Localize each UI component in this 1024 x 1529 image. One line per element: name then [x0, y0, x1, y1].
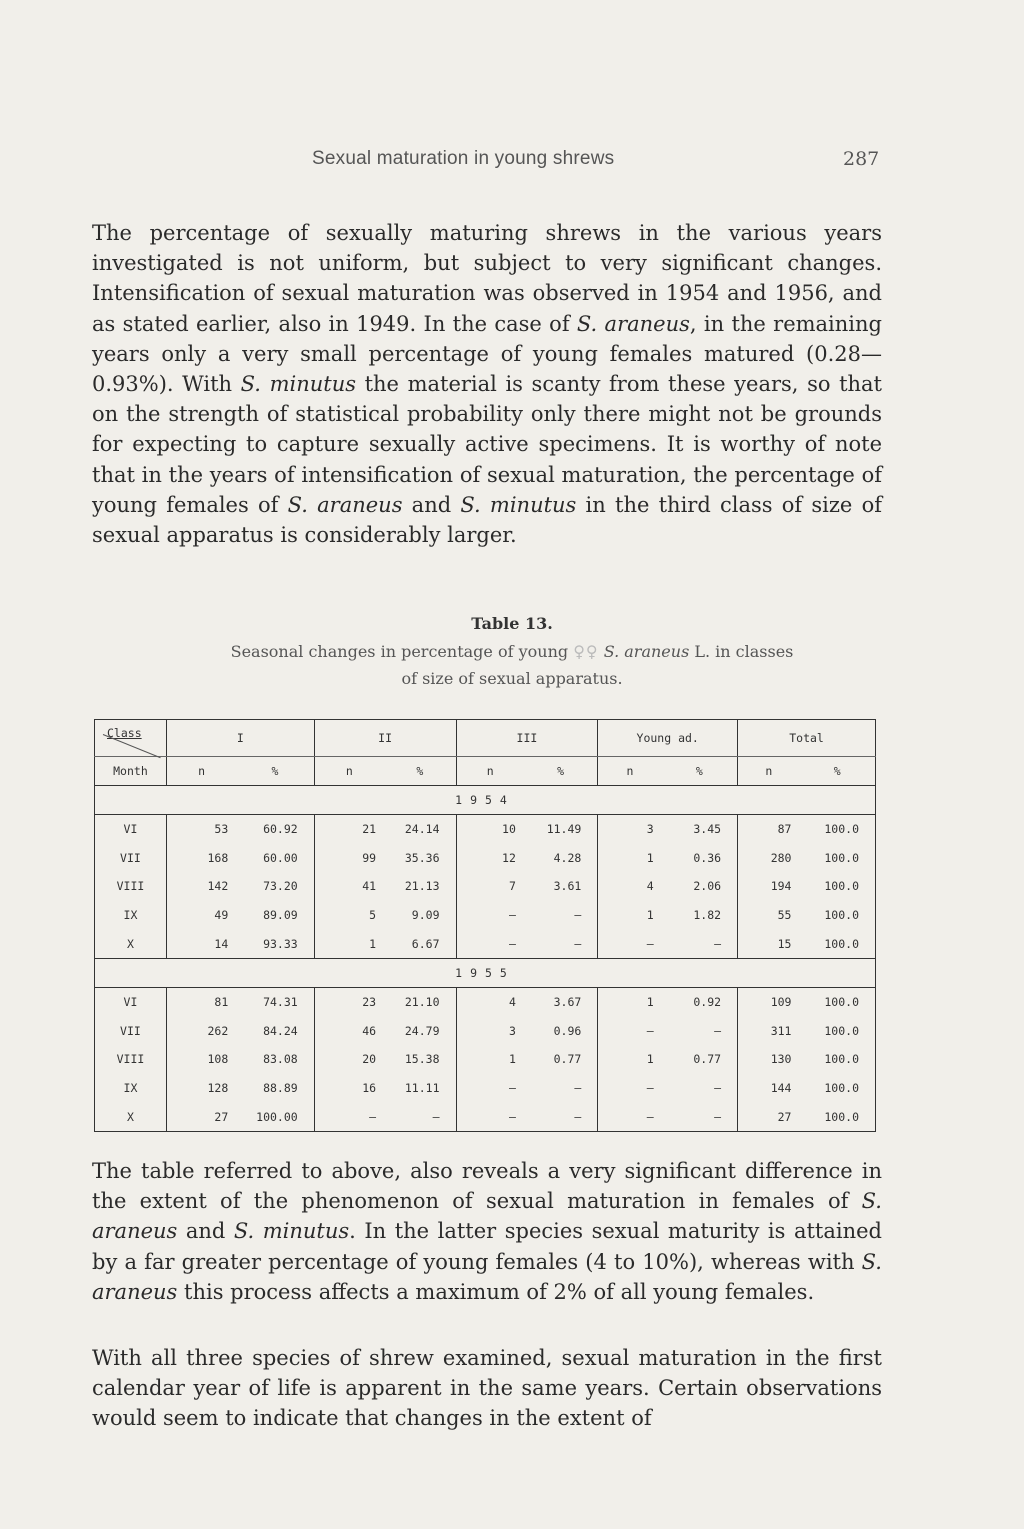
sub-n: n [598, 757, 662, 786]
sub-pct: % [384, 757, 456, 786]
table-title: Table 13. [471, 614, 553, 633]
count-cell: 7 [508, 879, 516, 894]
count-cell: 87 [777, 822, 792, 837]
percent-cell: 15.38 [384, 1045, 456, 1074]
percent-cell: 1.82 [662, 901, 738, 930]
table-row [95, 1074, 876, 1103]
percent-cell: 2.06 [662, 872, 738, 901]
sub-pct: % [799, 757, 875, 786]
count-cell: – [598, 1102, 662, 1131]
percent-cell: – [662, 1074, 738, 1103]
count-cell: 27 [166, 1102, 236, 1131]
month-cell: VI [95, 815, 167, 844]
count-cell: 1 [314, 929, 384, 958]
table-row [95, 1102, 876, 1131]
table-row [95, 1017, 876, 1046]
corner-month-label: Month [95, 757, 167, 786]
count-cell: – [646, 1081, 654, 1096]
month-cell: VIII [95, 1045, 167, 1074]
sub-n: n [456, 757, 524, 786]
month-cell: VI [95, 987, 167, 1016]
count-cell: 4 [508, 995, 516, 1010]
count-cell: 4 [646, 879, 654, 894]
count-cell: 1 [508, 1052, 516, 1067]
percent-cell: 6.67 [384, 929, 456, 958]
count-cell: 16 [362, 1081, 377, 1096]
count-cell: 144 [770, 1081, 792, 1096]
paragraph-2 [92, 1156, 882, 1307]
count-cell: 10 [502, 822, 516, 837]
caption-species: S. araneus [603, 642, 690, 661]
table-caption-line-1 [0, 642, 1024, 661]
percent-cell: 100.0 [799, 1017, 875, 1046]
table-row [95, 929, 876, 958]
percent-cell: – [524, 1074, 598, 1103]
percent-cell: 0.77 [524, 1045, 598, 1074]
count-cell: 15 [738, 929, 800, 958]
table-row [95, 815, 876, 844]
percent-cell: – [524, 929, 598, 958]
year-row [95, 958, 876, 987]
table-row [95, 872, 876, 901]
month-cell: IX [95, 1074, 167, 1103]
count-cell: 55 [777, 908, 792, 923]
text-run: , in the remaining years only a very small percentage of young females matured (0.28—0.93%). With [92, 311, 882, 397]
sub-pct: % [524, 757, 598, 786]
percent-cell: 21.10 [384, 987, 456, 1016]
text-run: . In the latter species sexual maturity is attained by a far greater percentage of young females (4 to 10%), whereas with [92, 1219, 882, 1274]
table-row [95, 844, 876, 873]
text-run: and [177, 1219, 234, 1244]
species-name: S. araneus [287, 492, 403, 517]
count-cell: 23 [362, 995, 377, 1010]
running-title: Sexual maturation in young shrews [312, 148, 615, 169]
species-name: S. minutus [233, 1219, 350, 1244]
count-cell: 1 [646, 995, 654, 1010]
page-number: 287 [843, 148, 880, 170]
count-cell: 168 [207, 850, 229, 865]
text-run: With all three species of shrew examined, sexual maturation in the first calendar year of life is apparent in the same years. Certain observations would seem to indicate that changes in the extent of [92, 1346, 882, 1431]
caption-text: Seasonal changes in percentage of young [230, 642, 569, 661]
percent-cell: 100.0 [799, 872, 875, 901]
corner-class-label: Class [107, 726, 142, 740]
count-cell: 280 [770, 850, 792, 865]
percent-cell: 74.31 [236, 987, 314, 1016]
percent-cell: 89.09 [236, 901, 314, 930]
table-header-row [95, 720, 876, 757]
count-cell: 1 [646, 908, 654, 923]
percent-cell: 60.92 [236, 815, 314, 844]
count-cell: 262 [207, 1023, 229, 1038]
percent-cell: – [662, 1102, 738, 1131]
count-cell: 130 [770, 1052, 792, 1067]
count-cell: 194 [770, 879, 792, 894]
sub-n: n [314, 757, 384, 786]
percent-cell: 83.08 [236, 1045, 314, 1074]
percent-cell: 24.14 [384, 815, 456, 844]
percent-cell: 3.61 [524, 872, 598, 901]
count-cell: – [314, 1102, 384, 1131]
sub-n: n [166, 757, 236, 786]
count-cell: 128 [207, 1081, 229, 1096]
count-cell: 46 [362, 1023, 377, 1038]
count-cell: 1 [646, 850, 654, 865]
count-cell: – [456, 929, 524, 958]
year-row [95, 786, 876, 815]
paragraph-3 [92, 1343, 882, 1434]
percent-cell: 100.0 [799, 1045, 875, 1074]
count-cell: 27 [738, 1102, 800, 1131]
percent-cell: 11.11 [384, 1074, 456, 1103]
species-name: S. araneus [92, 1189, 882, 1244]
species-name: S. araneus [576, 311, 690, 336]
count-cell: – [456, 1102, 524, 1131]
text-run: in the third class of size of sexual apparatus is considerably larger. [92, 492, 882, 548]
class-header-I: I [166, 720, 314, 757]
corner-cell [95, 720, 167, 757]
percent-cell: 100.0 [799, 1102, 875, 1131]
data-table [94, 719, 876, 1132]
month-cell: IX [95, 901, 167, 930]
count-cell: 311 [770, 1023, 792, 1038]
table-caption-line-2: of size of sexual apparatus. [401, 669, 623, 688]
count-cell: 1 [646, 1052, 654, 1067]
female-symbol: ♀♀ [573, 642, 599, 661]
count-cell: 3 [646, 822, 654, 837]
class-header-total: Total [738, 720, 876, 757]
month-cell: VII [95, 1017, 167, 1046]
caption-text-after: L. in classes [689, 642, 794, 661]
percent-cell: 3.45 [662, 815, 738, 844]
count-cell: 108 [207, 1052, 229, 1067]
count-cell: 12 [502, 850, 516, 865]
species-name: S. minutus [460, 492, 577, 517]
month-cell: VIII [95, 872, 167, 901]
count-cell: 41 [362, 879, 377, 894]
count-cell: 14 [166, 929, 236, 958]
percent-cell: 100.0 [799, 987, 875, 1016]
text-run: The table referred to above, also reveals a very significant difference in the extent of the phenomenon of sexual maturation in females of [92, 1159, 882, 1214]
count-cell: 99 [362, 850, 377, 865]
percent-cell: 93.33 [236, 929, 314, 958]
percent-cell: – [662, 929, 738, 958]
percent-cell: 100.0 [799, 1074, 875, 1103]
count-cell: – [508, 1081, 516, 1096]
table-row [95, 1045, 876, 1074]
class-header-III: III [456, 720, 598, 757]
percent-cell: 100.0 [799, 844, 875, 873]
count-cell: – [598, 929, 662, 958]
percent-cell: – [384, 1102, 456, 1131]
percent-cell: – [524, 1102, 598, 1131]
count-cell: 21 [362, 822, 377, 837]
species-name: S. minutus [240, 372, 356, 397]
text-run: the material is scanty from these years, so that on the strength of statistical probability only there might not be grounds for expecting to capture sexually active specimens. It is worthy of note that in the years of intensification of sexual maturation, the percentage of young females of [92, 372, 882, 517]
running-head [0, 148, 1024, 178]
percent-cell: 88.89 [236, 1074, 314, 1103]
percent-cell: 84.24 [236, 1017, 314, 1046]
percent-cell: 100.0 [799, 815, 875, 844]
count-cell: 3 [508, 1023, 516, 1038]
text-run: The percentage of sexually maturing shrews in the various years investigated is not uniform, but subject to very significant changes. Intensification of sexual maturation was observed in 1954 and 1956, and as stated earlier, also in 1949. In the case of [92, 221, 882, 336]
percent-cell: 100.0 [799, 929, 875, 958]
percent-cell: 60.00 [236, 844, 314, 873]
species-name: S. araneus [92, 1249, 882, 1304]
paragraph-1 [92, 218, 882, 550]
percent-cell: 24.79 [384, 1017, 456, 1046]
percent-cell: 11.49 [524, 815, 598, 844]
sub-pct: % [662, 757, 738, 786]
percent-cell: – [524, 901, 598, 930]
sub-n: n [738, 757, 800, 786]
percent-cell: 0.92 [662, 987, 738, 1016]
percent-cell: – [662, 1017, 738, 1046]
percent-cell: 100.00 [236, 1102, 314, 1131]
percent-cell: 35.36 [384, 844, 456, 873]
percent-cell: 3.67 [524, 987, 598, 1016]
count-cell: 109 [770, 995, 792, 1010]
count-cell: 20 [362, 1052, 377, 1067]
percent-cell: 4.28 [524, 844, 598, 873]
text-run: this process affects a maximum of 2% of all young females. [177, 1279, 815, 1304]
class-header-young-ad: Young ad. [598, 720, 738, 757]
count-cell: 5 [369, 908, 377, 923]
percent-cell: 21.13 [384, 872, 456, 901]
count-cell: 49 [214, 908, 229, 923]
sub-pct: % [236, 757, 314, 786]
text-run: and [402, 492, 461, 517]
table-subheader-row [95, 757, 876, 786]
percent-cell: 0.96 [524, 1017, 598, 1046]
month-cell: VII [95, 844, 167, 873]
month-cell: X [95, 1102, 167, 1131]
count-cell: 81 [214, 995, 229, 1010]
class-header-II: II [314, 720, 456, 757]
percent-cell: 9.09 [384, 901, 456, 930]
count-cell: 142 [207, 879, 229, 894]
count-cell: – [646, 1023, 654, 1038]
year-label: 1955 [95, 958, 876, 987]
month-cell: X [95, 929, 167, 958]
year-label: 1954 [95, 786, 876, 815]
percent-cell: 73.20 [236, 872, 314, 901]
count-cell: – [508, 908, 516, 923]
table-row [95, 987, 876, 1016]
percent-cell: 0.77 [662, 1045, 738, 1074]
count-cell: 53 [214, 822, 229, 837]
percent-cell: 100.0 [799, 901, 875, 930]
table-row [95, 901, 876, 930]
percent-cell: 0.36 [662, 844, 738, 873]
